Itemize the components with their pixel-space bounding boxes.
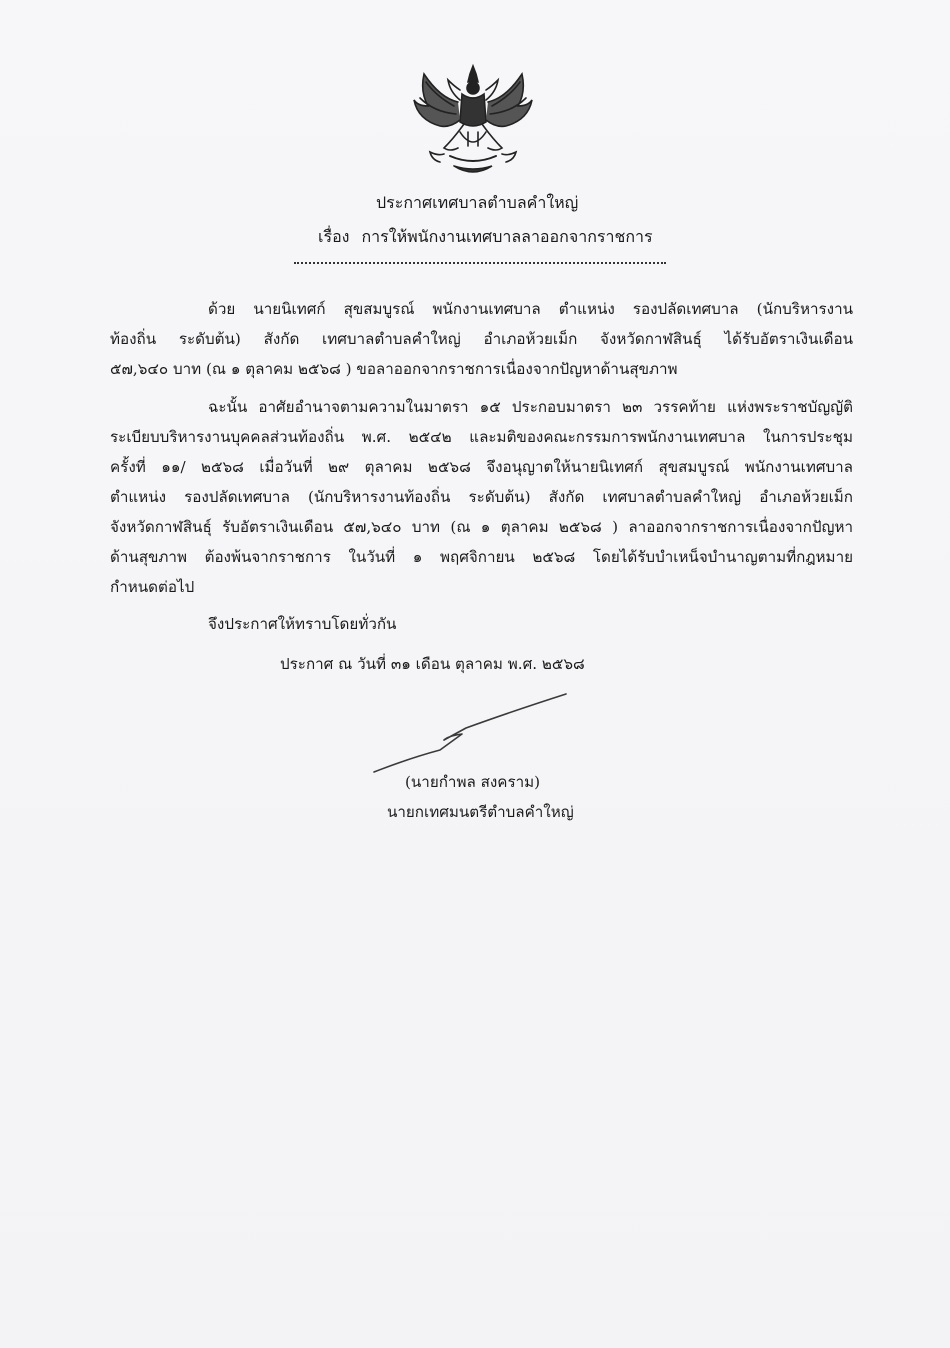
paragraph2-line-4: ตำแหน่ง รองปลัดเทศบาล (นักบริหารงานท้องถิ่น ระดับต้น) สังกัด เทศบาลตำบลคำใหญ่ อำเภอห้วยเม็ก xyxy=(110,488,853,506)
announcement-date: ประกาศ ณ วันที่ ๓๑ เดือน ตุลาคม พ.ศ. ๒๕๖๘ xyxy=(280,655,585,673)
signatory-name: (นายกำพล สงคราม) xyxy=(405,773,541,791)
paragraph2-line-7: กำหนดต่อไป xyxy=(110,578,195,596)
signatory-position: นายกเทศมนตรีตำบลคำใหญ่ xyxy=(387,803,574,821)
signature-mark xyxy=(370,688,570,778)
announcement-title: ประกาศเทศบาลตำบลคำใหญ่ xyxy=(376,193,579,212)
paragraph2-line-3: ครั้งที่ ๑๑/ ๒๕๖๘ เมื่อวันที่ ๒๙ ตุลาคม ๒๕๖๘ จึงอนุญาตให้นายนิเทศก์ สุขสมบูรณ์ พนักงานเทศบาล xyxy=(110,458,853,476)
paragraph1-line-1: ด้วย นายนิเทศก์ สุขสมบูรณ์ พนักงานเทศบาล ตำแหน่ง รองปลัดเทศบาล (นักบริหารงาน xyxy=(208,300,853,318)
announce-text: จึงประกาศให้ทราบโดยทั่วกัน xyxy=(208,615,397,633)
paragraph2-line-2: ระเบียบบริหารงานบุคคลส่วนท้องถิ่น พ.ศ. ๒๕๔๒ และมติของคณะกรรมการพนักงานเทศบาล ในการประชุม xyxy=(110,428,853,446)
paragraph2-line-6: ด้านสุขภาพ ต้องพ้นจากราชการ ในวันที่ ๑ พฤศจิกายน ๒๕๖๘ โดยได้รับบำเหน็จบำนาญตามที่กฎหมาย xyxy=(110,548,853,566)
paragraph2-line-1: ฉะนั้น อาศัยอำนาจตามความในมาตรา ๑๕ ประกอบมาตรา ๒๓ วรรคท้าย แห่งพระราชบัญญัติ xyxy=(208,398,853,416)
paragraph1-line-2: ท้องถิ่น ระดับต้น) สังกัด เทศบาลตำบลคำใหญ่ อำเภอห้วยเม็ก จังหวัดกาฬสินธุ์ ได้รับอัตราเงินเดือน xyxy=(110,330,853,348)
dotted-divider xyxy=(294,262,666,264)
subject-text: การให้พนักงานเทศบาลลาออกจากราชการ xyxy=(361,227,653,246)
paragraph1-line-3: ๕๗,๖๔๐ บาท (ณ ๑ ตุลาคม ๒๕๖๘ ) ขอลาออกจากราชการเนื่องจากปัญหาด้านสุขภาพ xyxy=(110,360,678,378)
subject-line xyxy=(318,225,653,250)
paragraph2-line-5: จังหวัดกาฬสินธุ์ รับอัตราเงินเดือน ๕๗,๖๔๐ บาท (ณ ๑ ตุลาคม ๒๕๖๘ ) ลาออกจากราชการเนื่องจากปัญหา xyxy=(110,518,853,536)
garuda-emblem-icon xyxy=(410,62,536,180)
subject-label: เรื่อง xyxy=(318,227,350,246)
